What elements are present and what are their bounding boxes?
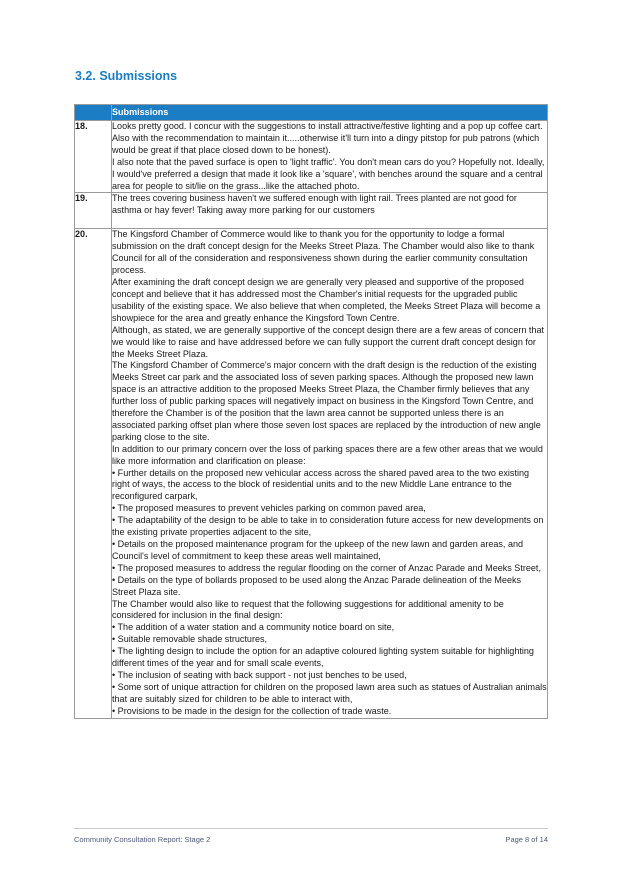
submission-text bbox=[112, 121, 548, 193]
bullet-item: • The proposed measures to prevent vehicles parking on common paved area, bbox=[112, 503, 426, 514]
footer-report-title: Community Consultation Report: Stage 2 bbox=[74, 835, 211, 844]
paragraph: The Chamber would also like to request that the following suggestions for additional amenity to be considered for inclusion in the final design: bbox=[112, 598, 504, 621]
table-row bbox=[75, 229, 548, 718]
bullet-item: • Details on the type of bollards proposed to be used along the Anzac Parade delineation of the Meeks Street Plaza site. bbox=[112, 574, 522, 597]
bullet-item: • Suitable removable shade structures, bbox=[112, 634, 268, 645]
submission-number: 19. bbox=[75, 193, 112, 229]
bullet-item: • The addition of a water station and a community notice board on site, bbox=[112, 622, 395, 633]
bullet-item: • The adaptability of the design to be able to take in to consideration future access for new developments on the existing private properties adjacent to the site, bbox=[112, 515, 544, 538]
bullet-item: • The lighting design to include the option for an adaptive coloured lighting system suitable for highlighting different times of the year and for small scale events, bbox=[112, 646, 534, 669]
table-row bbox=[75, 193, 548, 229]
bullet-item: • Some sort of unique attraction for children on the proposed lawn area such as statues of Australian animals that are suitably sized for children to be able to interact with, bbox=[112, 681, 547, 704]
bullet-item: • The proposed measures to address the regular flooding on the corner of Anzac Parade and Meeks Street, bbox=[112, 562, 541, 573]
paragraph: The trees covering business haven't we suffered enough with light rail. Trees planted are not good for asthma or hay fever! Taking away more parking for our customers bbox=[112, 193, 517, 216]
paragraph: I also note that the paved surface is open to 'light traffic'. You don't mean cars do you? Hopefully not. Ideally, I would've preferred a design that made it look like a 'square', with benches around the square and a central area for people to sit/lie on the grass...like the attached photo. bbox=[112, 156, 545, 191]
paragraph: After examining the draft concept design we are generally very pleased and supportive of the proposed concept and believe that it has addressed most the Chamber's initial requests for the upgraded public usability of the existing space. We also believe that when completed, the Meeks Street Plaza will become a showpiece for the area and greatly enhance the Kingsford Town Centre. bbox=[112, 277, 541, 323]
paragraph: In addition to our primary concern over the loss of parking spaces there are a few other areas that we would like more information and clarification on please: bbox=[112, 443, 543, 466]
table-row bbox=[75, 121, 548, 193]
submission-number: 18. bbox=[75, 121, 112, 193]
footer-page-number: Page 8 of 14 bbox=[505, 835, 548, 844]
section-heading: 3.2. Submissions bbox=[75, 69, 178, 83]
submission-text bbox=[112, 193, 548, 229]
bullet-item: • Provisions to be made in the design for the collection of trade waste. bbox=[112, 705, 392, 716]
footer-divider bbox=[74, 828, 548, 829]
bullet-item: • Details on the proposed maintenance program for the upkeep of the new lawn and garden areas, and Council's level of commitment to keep these areas well maintained, bbox=[112, 539, 524, 561]
bullet-item: • The inclusion of seating with back support - not just benches to be used, bbox=[112, 669, 407, 680]
paragraph: Looks pretty good. I concur with the suggestions to install attractive/festive lighting and a pop up coffee cart. Also with the recommendation to maintain it.....otherwise it'll turn into a dingy pitstop for pub patrons (which would be great if that place closed down to be honest). bbox=[112, 121, 543, 155]
submission-number: 20. bbox=[75, 229, 112, 718]
paragraph: Although, as stated, we are generally supportive of the concept design there are a few areas of concern that we would like to raise and have addressed before we can fully support the current draft concept design for the Meeks Street Plaza. bbox=[112, 324, 545, 359]
submission-text bbox=[112, 229, 548, 718]
paragraph: The Kingsford Chamber of Commerce would like to thank you for the opportunity to lodge a formal submission on the draft concept design for the Meeks Street Plaza. The Chamber would also like to thank Council for all of the consideration and responsiveness shown during the earlier community consultation process. bbox=[112, 229, 535, 276]
header-number-cell bbox=[75, 105, 112, 121]
header-submissions-cell: Submissions bbox=[112, 105, 548, 121]
bullet-item: • Further details on the proposed new vehicular access across the shared paved area to the two existing right of ways, the access to the block of residential units and to the new Middle Lane entrance to the reconfigured carpark, bbox=[112, 467, 530, 502]
submissions-table bbox=[74, 104, 548, 719]
table-header-row bbox=[75, 105, 548, 121]
paragraph: The Kingsford Chamber of Commerce's major concern with the draft design is the reduction of the existing Meeks Street car park and the associated loss of seven parking spaces. Although the proposed new lawn space is an attractive addition to the proposed Meeks Street Plaza, the Chamber firmly believes that any further loss of public parking spaces will negatively impact on business in the Kingsford Town Centre, and therefore the Chamber is of the position that the lawn area cannot be supported unless there is an associated parking offset plan where those seven lost spaces are replaced by the introduction of new angle parking close to the site. bbox=[112, 360, 541, 442]
